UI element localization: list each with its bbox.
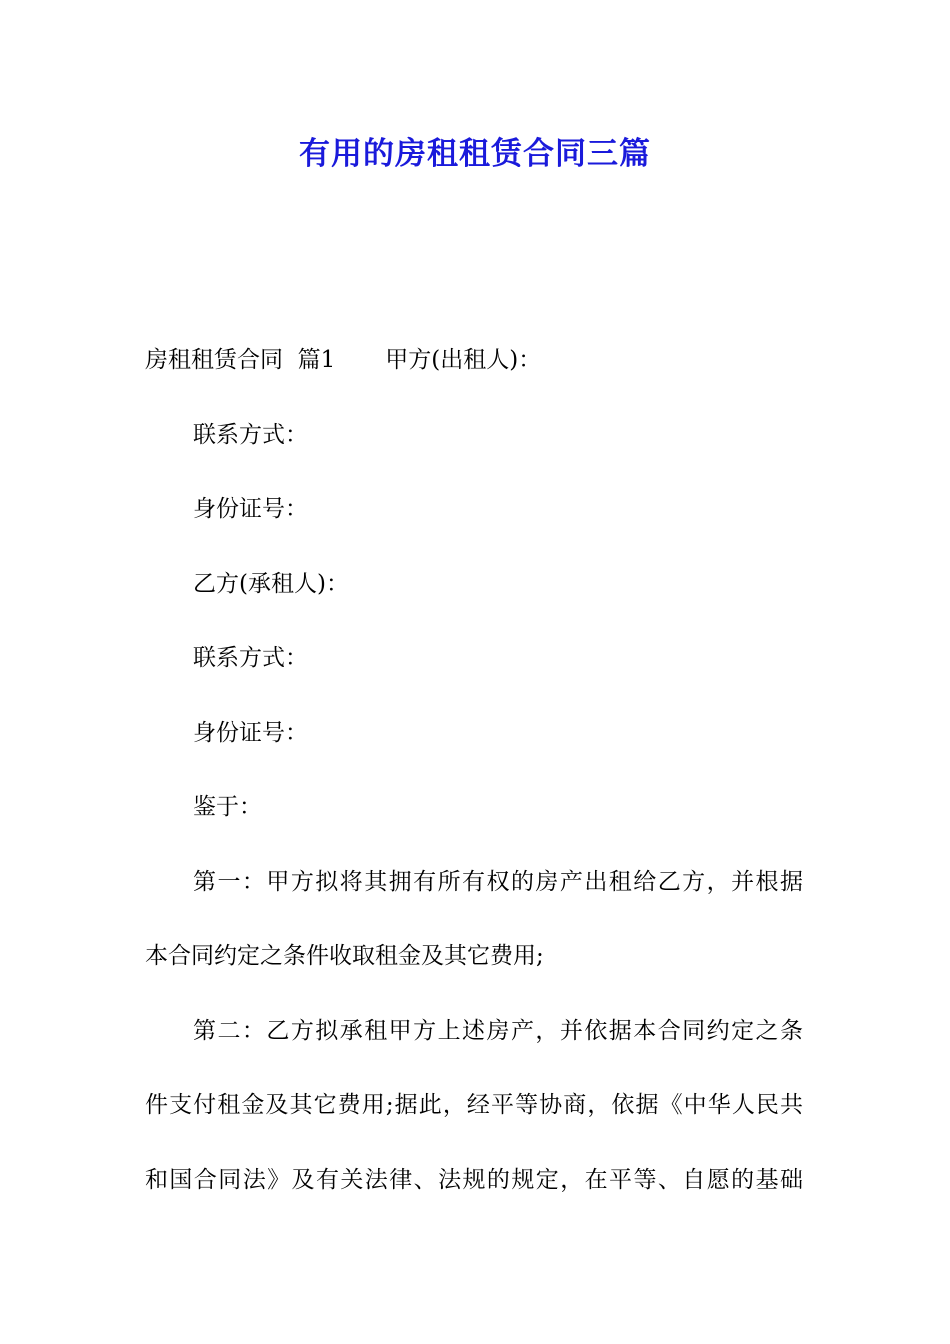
clause-2-line-2: 件支付租金及其它费用;据此，经平等协商，依据《中华人民共 xyxy=(145,1092,803,1118)
party-a-label: 甲方(出租人)： xyxy=(385,347,542,373)
party-a-id-label: 身份证号： xyxy=(193,496,308,522)
contract-heading-line xyxy=(145,345,541,375)
clause-2-line-1: 第二：乙方拟承租甲方上述房产，并依据本合同约定之条 xyxy=(193,1018,803,1044)
party-a-contact-label: 联系方式： xyxy=(193,422,308,448)
clause-2-line-3: 和国合同法》及有关法律、法规的规定，在平等、自愿的基础 xyxy=(145,1167,803,1193)
whereas-label: 鉴于： xyxy=(193,794,262,820)
party-b-id-label: 身份证号： xyxy=(193,720,308,746)
clause-1-line-1: 第一：甲方拟将其拥有所有权的房产出租给乙方，并根据 xyxy=(193,869,803,895)
party-b-contact-label: 联系方式： xyxy=(193,645,308,671)
clause-1-line-2: 本合同约定之条件收取租金及其它费用; xyxy=(145,943,544,969)
section-label: 房租租赁合同 篇1 xyxy=(145,347,336,373)
party-b-label: 乙方(承租人)： xyxy=(193,571,349,597)
document-title: 有用的房租租赁合同三篇 xyxy=(299,136,651,172)
